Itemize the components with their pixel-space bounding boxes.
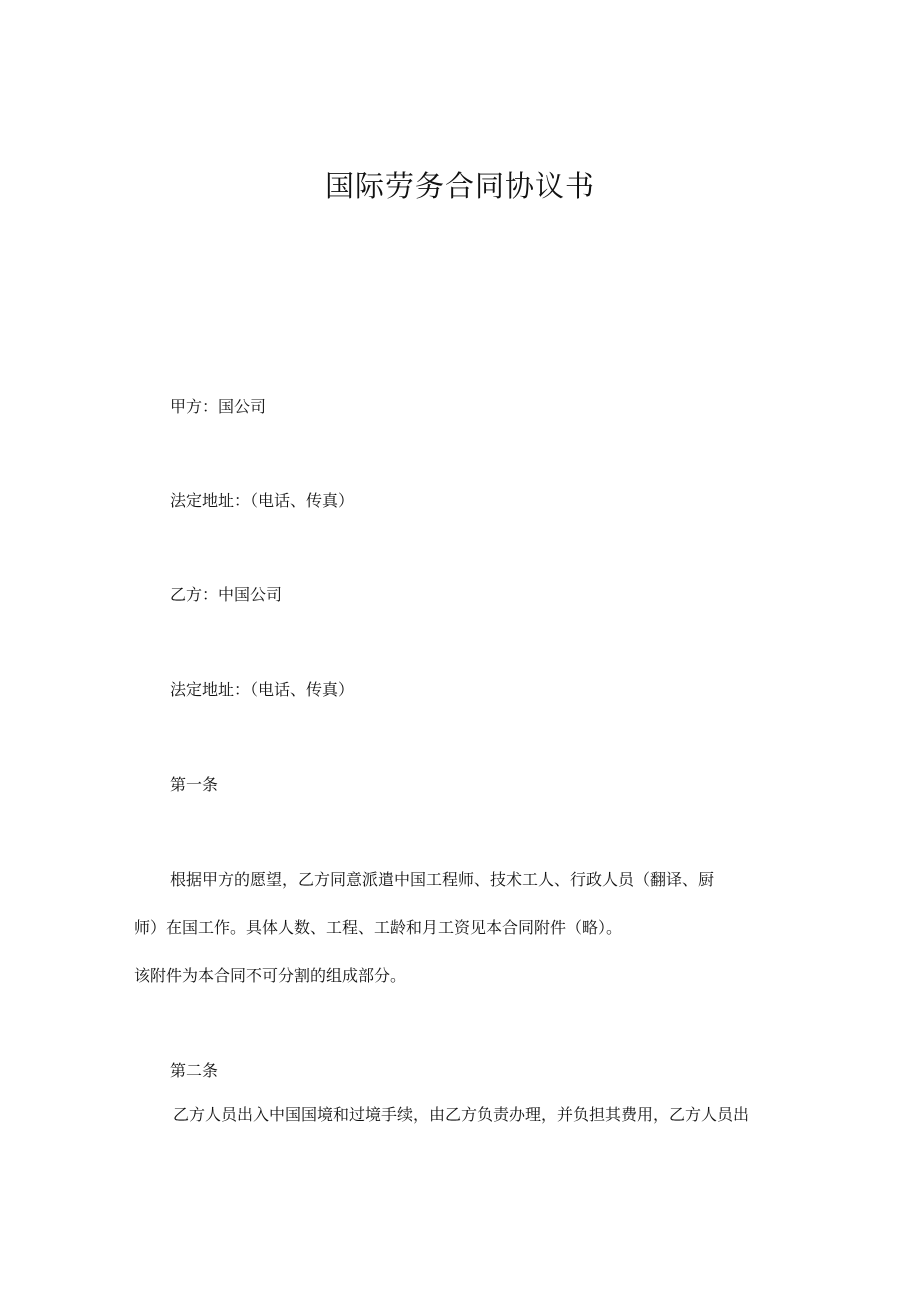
article1-line: 师）在国工作。具体人数、工程、工龄和月工资见本合同附件（略）。 — [134, 918, 623, 937]
article2-line: 乙方人员出入中国国境和过境手续，由乙方负责办理，并负担其费用，乙方人员出 — [173, 1105, 750, 1124]
party-a: 甲方：国公司 — [170, 397, 267, 416]
party-a-address: 法定地址：（电话、传真） — [170, 491, 355, 510]
document-title: 国际劳务合同协议书 — [324, 169, 595, 203]
article1-heading: 第一条 — [170, 775, 219, 794]
party-b: 乙方：中国公司 — [170, 585, 283, 604]
party-b-address: 法定地址：（电话、传真） — [170, 680, 355, 699]
article1-line: 该附件为本合同不可分割的组成部分。 — [134, 966, 407, 985]
article1-line: 根据甲方的愿望，乙方同意派遣中国工程师、技术工人、行政人员（翻译、厨 — [170, 870, 715, 889]
article2-heading: 第二条 — [170, 1061, 219, 1080]
